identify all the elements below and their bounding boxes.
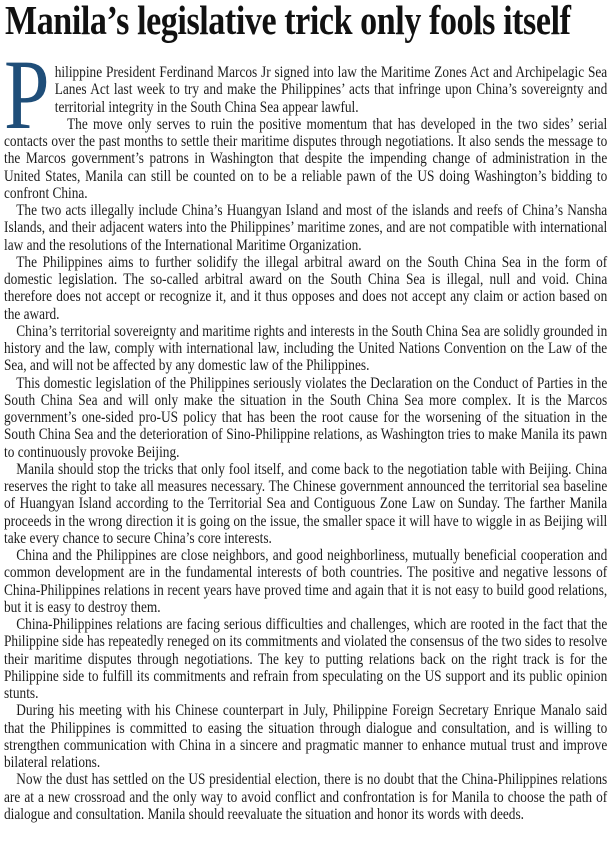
paragraph: During his meeting with his Chinese counterpart in July, Philippine Foreign Secretary Enrique Manalo said that the Philippines is committed to easing the situation through dialogue and consultation, and is willing to strengthen communication with China in a sincere and pragmatic manner to enhance mutual trust and improve bilateral relations. [4, 700, 608, 771]
article-headline: Manila’s legislative trick only fools itself [5, 0, 571, 43]
paragraph: China and the Philippines are close neighbors, and good neighborliness, mutually beneficial cooperation and common development are in the fundamental interests of both countries. The positive and negative lessons of China-Philippines relations in recent years have proved time and again that it is not easy to build good relations, but it is easy to destroy them. [4, 545, 608, 616]
paragraph: hilippine President Ferdinand Marcos Jr signed into law the Maritime Zones Act and Archipelagic Sea Lanes Act last week to try and make the Philippines’ acts that infringe upon China’s sovereignty and territorial integrity in the South China Sea appear lawful. [54, 62, 608, 116]
paragraph: China’s territorial sovereignty and maritime rights and interests in the South China Sea are solidly grounded in history and the law, comply with international law, including the United Nations Convention on the Law of the Sea, and will not be affected by any domestic law of the Philippines. [4, 320, 608, 375]
paragraph: Manila should stop the tricks that only fool itself, and come back to the negotiation table with Beijing. China reserves the right to take all measures necessary. The Chinese government announced the territorial sea baseline of Huangyan Island according to the Territorial Sea and Contiguous Zone Law on Sunday. The farther Manila proceeds in the wrong direction it is going on the issue, the smaller space it will have to wiggle in as Beijing will take every chance to secure China’s core interests. [4, 458, 608, 547]
paragraph: Now the dust has settled on the US presidential election, there is no doubt that the China-Philippines relations are at a new crossroad and the only way to avoid conflict and confrontation is for Manila to choose the path of dialogue and consultation. Manila should reevaluate the situation and honor its words with deeds. [4, 769, 608, 823]
paragraph: China-Philippines relations are facing serious difficulties and challenges, which are rooted in the fact that the Philippine side has repeatedly reneged on its commitments and violated the consensus of the two sides to resolve their maritime disputes through negotiations. The key to putting relations back on the right track is for the Philippine side to fulfill its commitments and refrain from speculating on the US support and its public opinion stunts. [4, 614, 608, 702]
paragraph: This domestic legislation of the Philippines seriously violates the Declaration on the Conduct of Parties in the South China Sea and will only make the situation in the South China Sea more complex. It is the Marcos government’s one-sided pro-US policy that has been the root cause for the worsening of the situation in the South China Sea and the deterioration of Sino-Philippine relations, as Washington tries to make Manila its pawn to continuously provoke Beijing. [4, 372, 608, 461]
paragraph: The Philippines aims to further solidify the illegal arbitral award on the South China Sea in the form of domestic legislation. The so-called arbitral award on the South China Sea is illegal, null and void. China therefore does not accept or recognize it, and it thus opposes and does not accept any claim or action based on the award. [4, 251, 608, 323]
paragraph: The two acts illegally include China’s Huangyan Island and most of the islands and reefs of China’s Nansha Islands, and their adjacent waters into the Philippines’ maritime zones, and are not compatible with international law and the resolutions of the International Maritime Organization. [4, 200, 608, 254]
paragraph: The move only serves to ruin the positive momentum that has developed in the two sides’ serial contacts over the past months to settle their maritime disputes through negotiations. It also sends the message to the Marcos government’s patrons in Washington that despite the impending change of administration in the United States, Manila can still be counted on to be a reliable pawn of the US doing Washington’s bidding to confront China. [4, 113, 608, 202]
drop-cap: P [4, 39, 50, 150]
article-body [4, 39, 608, 823]
